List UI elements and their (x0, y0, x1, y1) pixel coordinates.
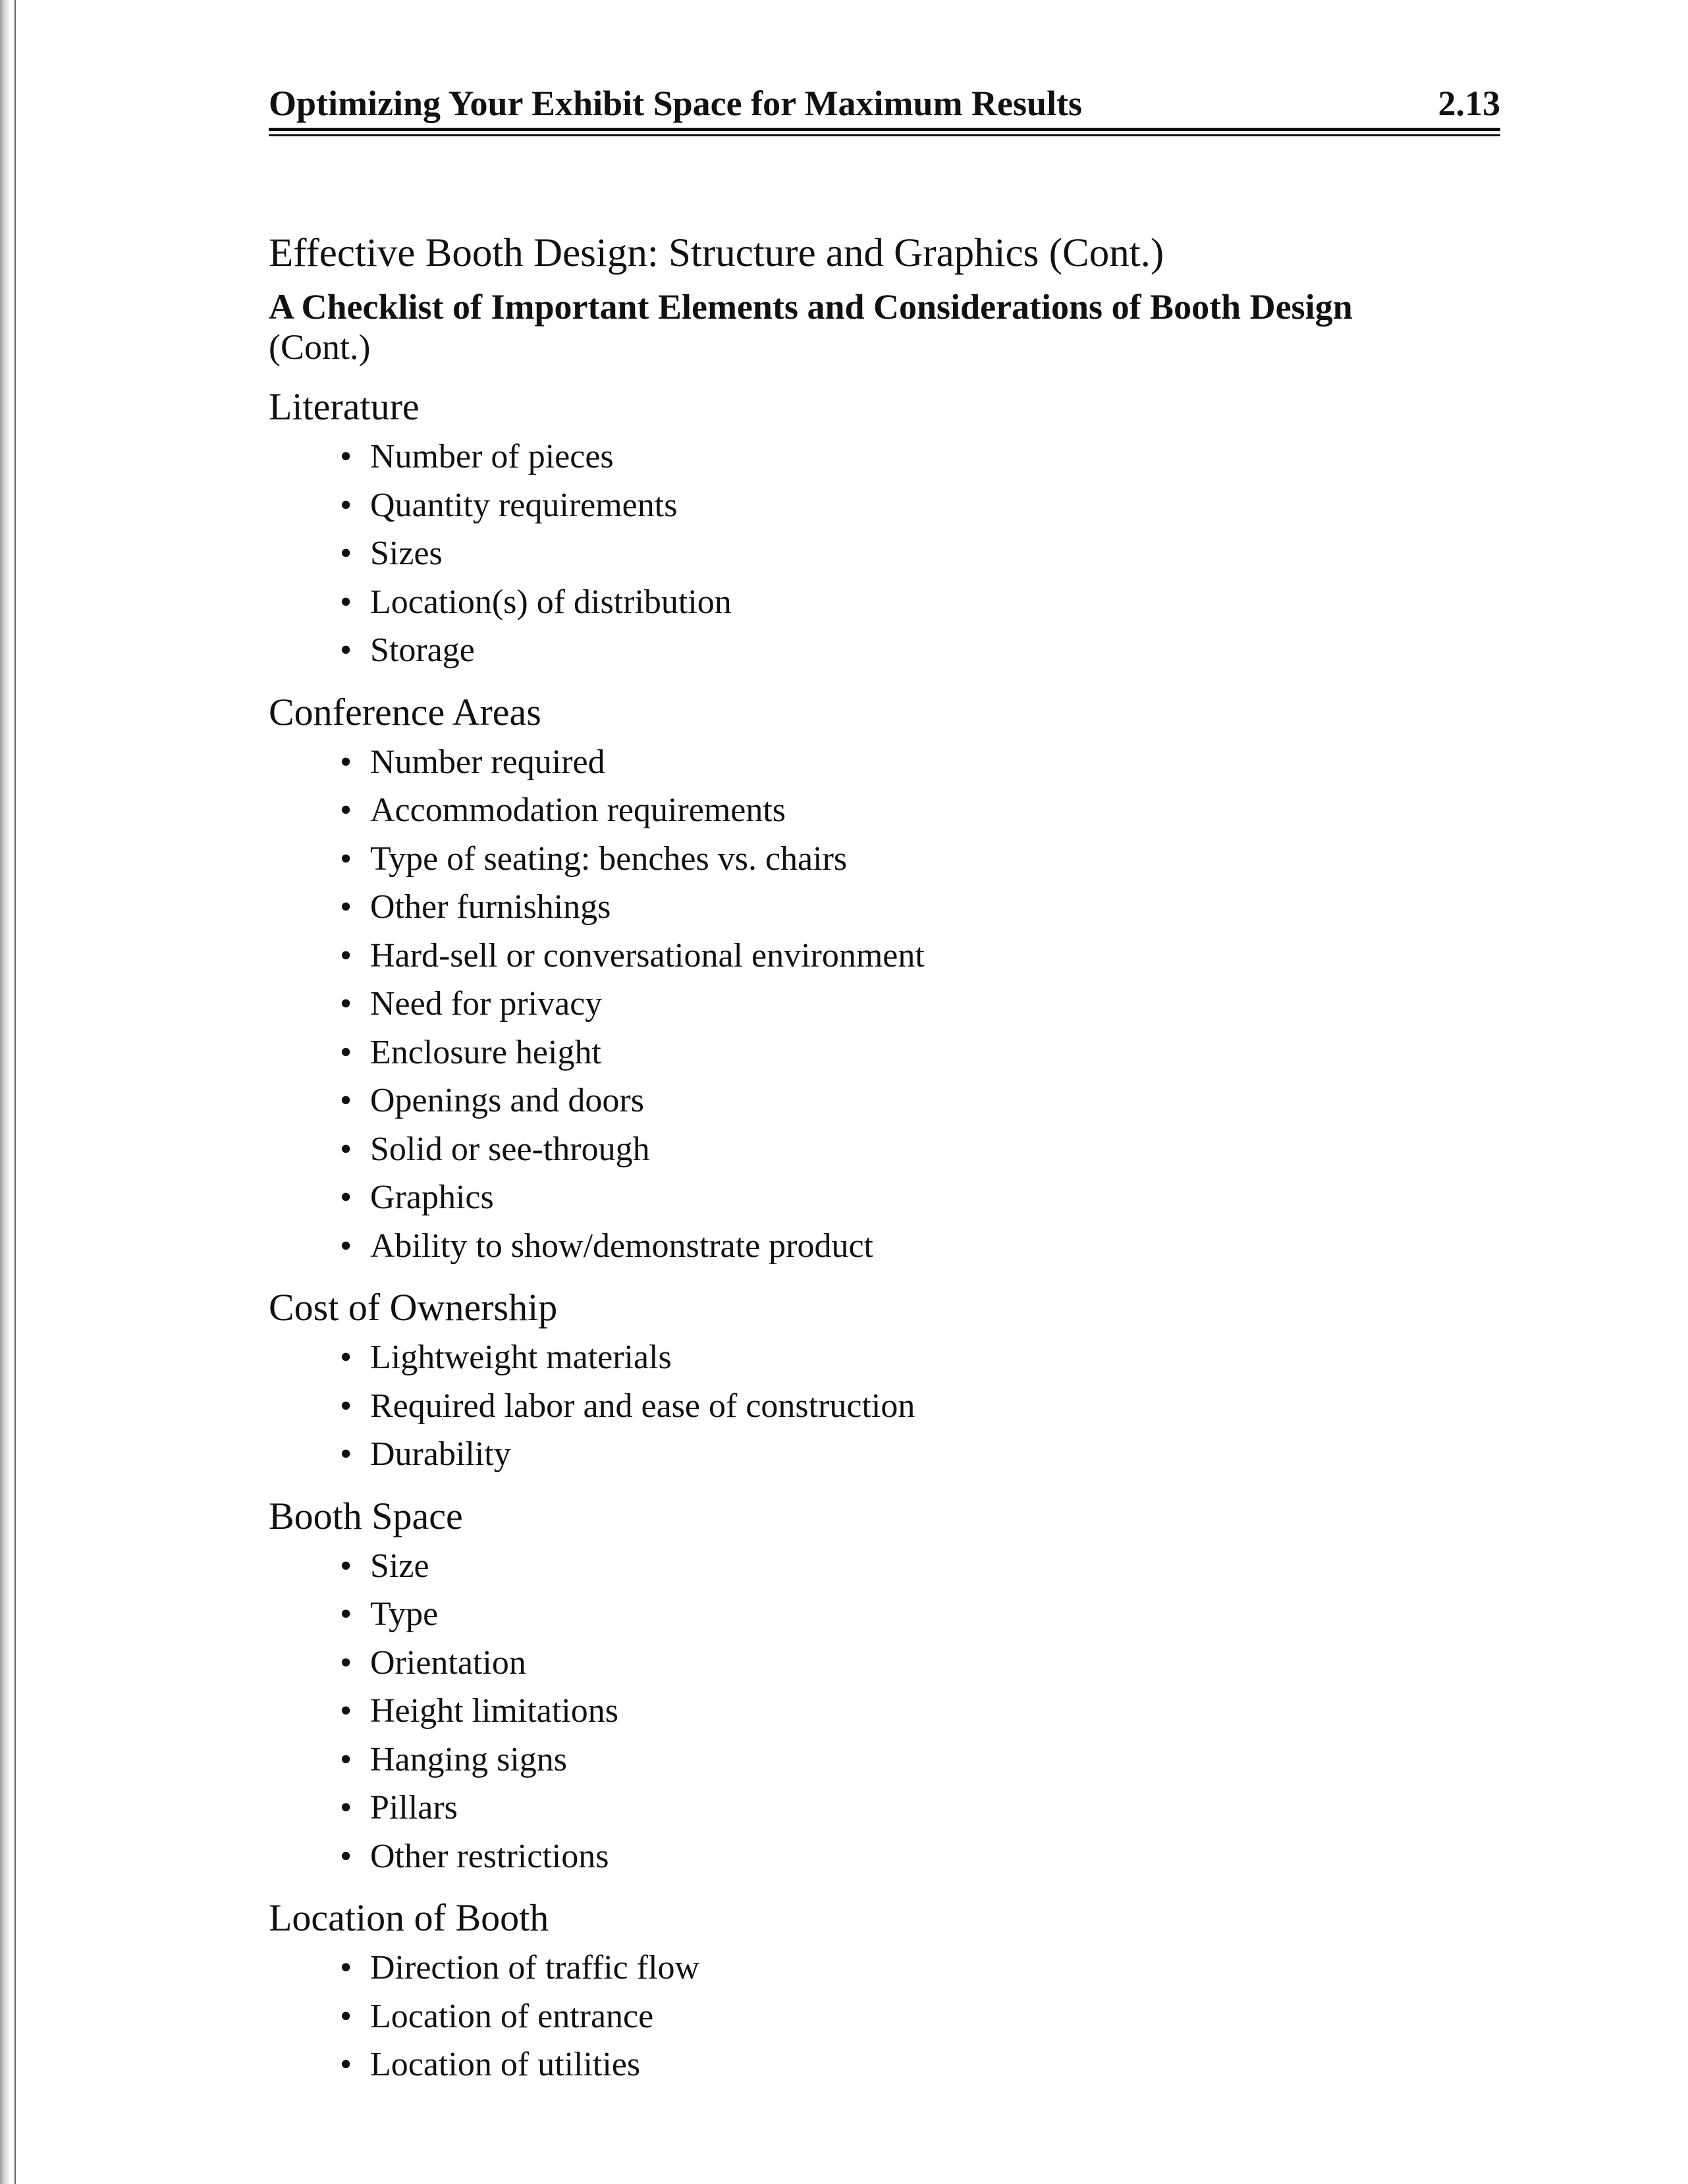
checklist-subtitle-main: A Checklist of Important Elements and Considerations of Booth Design (269, 287, 1353, 327)
checklist-group (269, 1494, 1500, 1881)
list-item: • Other restrictions (340, 1832, 1500, 1881)
document-page (269, 86, 1500, 2089)
group-heading: Conference Areas (269, 690, 541, 733)
list-item: • Number required (340, 738, 1500, 787)
list-item: • Number of pieces (340, 433, 1500, 481)
section-title (269, 231, 1500, 275)
list-item: • Direction of traffic flow (340, 1944, 1500, 1992)
list-item: • Enclosure height (340, 1028, 1500, 1077)
scan-edge-shadow (0, 0, 9, 2184)
list-item: • Hanging signs (340, 1736, 1500, 1784)
list-item: • Type (340, 1590, 1500, 1639)
checklist-subtitle (269, 287, 1441, 367)
list-item: • Storage (340, 626, 1500, 675)
list-item: • Need for privacy (340, 980, 1500, 1028)
bullet-list (269, 433, 1500, 675)
list-item: • Orientation (340, 1639, 1500, 1688)
list-item: • Ability to show/demonstrate product (340, 1222, 1500, 1271)
list-item: • Solid or see-through (340, 1125, 1500, 1174)
list-item: • Pillars (340, 1784, 1500, 1832)
bullet-list (269, 1944, 1500, 2089)
list-item: • Sizes (340, 529, 1500, 578)
checklist-group (269, 385, 1500, 675)
group-heading: Literature (269, 385, 420, 429)
checklist-group (269, 1286, 1500, 1479)
group-heading: Cost of Ownership (269, 1286, 558, 1329)
list-item: • Hard-sell or conversational environment (340, 932, 1500, 980)
header-rule-thin (269, 134, 1500, 136)
list-item: • Graphics (340, 1173, 1500, 1222)
running-header (269, 86, 1500, 128)
group-heading: Booth Space (269, 1494, 463, 1537)
section-title-cont: (Cont.) (1048, 231, 1164, 275)
list-item: • Height limitations (340, 1687, 1500, 1736)
checklist-group (269, 690, 1500, 1271)
checklist-group (269, 1896, 1500, 2089)
list-item: • Durability (340, 1430, 1500, 1479)
section-title-main: Effective Booth Design: Structure and Graphics (269, 231, 1039, 275)
scan-edge-line (14, 0, 16, 2184)
list-item: • Required labor and ease of construction (340, 1382, 1500, 1431)
bullet-list (269, 738, 1500, 1271)
list-item: • Location of utilities (340, 2040, 1500, 2089)
list-item: • Lightweight materials (340, 1333, 1500, 1382)
list-item: • Openings and doors (340, 1077, 1500, 1125)
bullet-list (269, 1333, 1500, 1479)
bullet-list (269, 1542, 1500, 1881)
header-rule-thick (269, 128, 1500, 131)
group-heading: Location of Booth (269, 1896, 549, 1940)
list-item: • Location of entrance (340, 1992, 1500, 2041)
list-item: • Size (340, 1542, 1500, 1591)
list-item: • Accommodation requirements (340, 786, 1500, 835)
checklist-subtitle-cont: (Cont.) (269, 327, 371, 367)
list-item: • Quantity requirements (340, 481, 1500, 530)
checklist-groups (269, 385, 1500, 2089)
list-item: • Other furnishings (340, 883, 1500, 932)
list-item: • Type of seating: benches vs. chairs (340, 835, 1500, 884)
list-item: • Location(s) of distribution (340, 578, 1500, 627)
page-number: 2.13 (1438, 84, 1500, 123)
running-title: Optimizing Your Exhibit Space for Maximum Results (269, 84, 1083, 123)
